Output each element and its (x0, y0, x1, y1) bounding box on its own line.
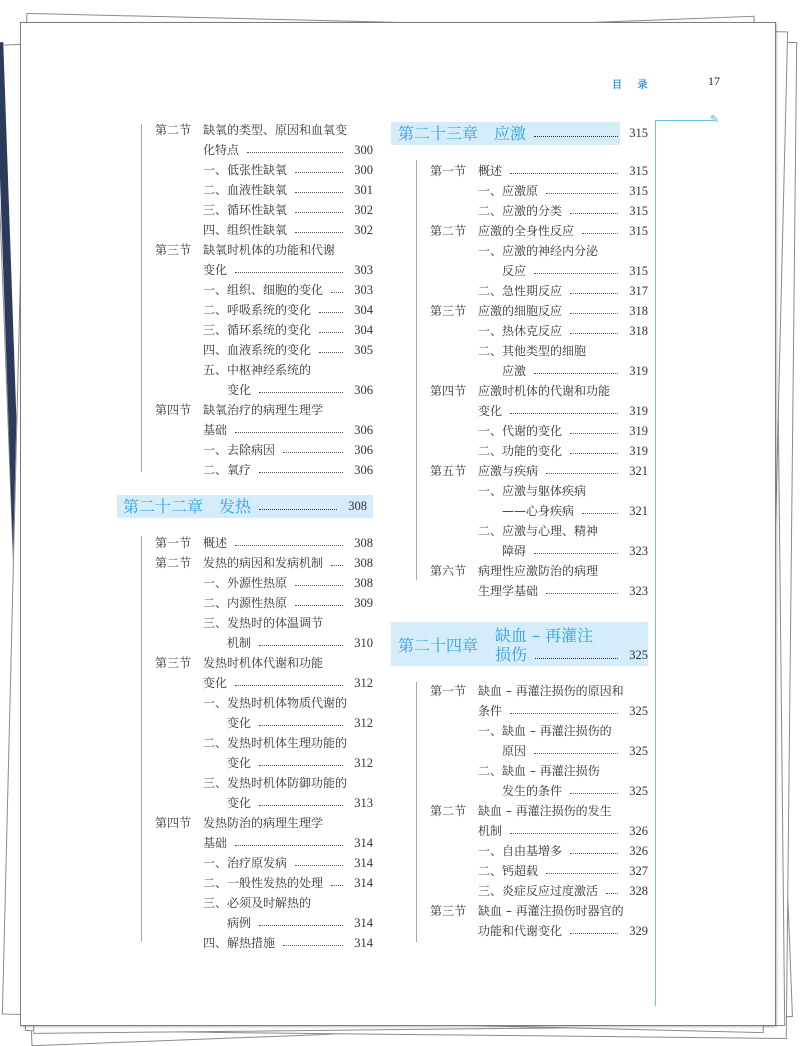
toc-entry[interactable] (430, 421, 648, 441)
toc-entry[interactable] (430, 341, 648, 361)
dot-leader (546, 461, 618, 474)
entry-title: 二、急性期反应 (478, 284, 563, 298)
entry-title: 三、炎症反应过度激活 (478, 884, 599, 898)
chapter-heading[interactable] (391, 122, 648, 145)
entry-title: 发生的条件 (502, 784, 563, 798)
toc-entry[interactable] (430, 181, 648, 201)
section-label: 第五节 (430, 464, 467, 478)
section-label: 第三节 (155, 243, 192, 257)
chapter-title-line2: 损伤 (495, 645, 528, 664)
entry-title: 缺氧时机体的功能和代谢 (203, 243, 336, 257)
dot-leader (295, 573, 343, 586)
page-ref: 306 (354, 423, 373, 437)
toc-entry[interactable] (155, 360, 373, 380)
entry-title: 发热防治的病理生理学 (203, 816, 324, 830)
toc-entry[interactable] (430, 701, 648, 721)
entry-title: 变化 (478, 404, 503, 418)
column-rule (141, 536, 142, 942)
page-ref: 312 (354, 756, 373, 770)
chapter-title-line1: 缺血 – 再灌注 (495, 626, 594, 645)
page-ref: 318 (629, 304, 648, 318)
page-ref: 302 (354, 223, 373, 237)
toc-entry[interactable] (155, 733, 373, 753)
page-number: 17 (708, 74, 720, 88)
entry-title: 发热时机体代谢和功能 (203, 656, 324, 670)
page-ref: 314 (354, 836, 373, 850)
chapter-heading[interactable] (391, 622, 648, 666)
dot-leader (235, 420, 343, 433)
page-ref: 308 (354, 576, 373, 590)
page-ref: 321 (629, 504, 648, 518)
entry-title: 应激时机体的代谢和功能 (478, 384, 611, 398)
toc-entry[interactable] (430, 821, 648, 841)
chapter-heading[interactable] (117, 495, 373, 518)
toc-entry[interactable] (155, 200, 373, 220)
dot-leader (606, 881, 618, 894)
page-ref: 300 (354, 163, 373, 177)
dot-leader (259, 913, 343, 926)
entry-title: 二、其他类型的细胞 (478, 344, 587, 358)
toc-section-entry[interactable] (155, 400, 373, 420)
toc-entry[interactable] (155, 933, 373, 953)
entry-title: 机制 (227, 636, 252, 650)
page-ref: 309 (354, 596, 373, 610)
toc-entry[interactable] (155, 753, 373, 773)
toc-entry[interactable] (155, 260, 373, 280)
entry-title: 二、呼吸系统的变化 (203, 303, 312, 317)
toc-entry[interactable] (155, 913, 373, 933)
dot-leader (235, 260, 343, 273)
page-ref: 325 (629, 744, 648, 758)
page-ref: 327 (629, 864, 648, 878)
toc-entry[interactable] (155, 380, 373, 400)
toc-section-entry[interactable] (155, 553, 373, 573)
toc-entry[interactable] (155, 160, 373, 180)
dot-leader (570, 781, 618, 794)
dot-leader (534, 361, 618, 374)
dot-leader (295, 200, 343, 213)
entry-title: 三、循环系统的变化 (203, 323, 312, 337)
page-ref: 328 (629, 884, 648, 898)
toc-entry[interactable] (155, 793, 373, 813)
page-ref: 319 (629, 424, 648, 438)
entry-title: 应激的全身性反应 (478, 224, 575, 238)
page-ref: 329 (629, 924, 648, 938)
page-ref: 317 (629, 284, 648, 298)
dot-leader (259, 633, 343, 646)
dot-leader (235, 533, 343, 546)
dot-leader (295, 593, 343, 606)
page-ref: 325 (629, 648, 648, 662)
entry-title: 一、治疗原发病 (203, 856, 288, 870)
toc-entry[interactable] (430, 861, 648, 881)
page-ref: 306 (354, 383, 373, 397)
entry-title: 一、组织、细胞的变化 (203, 283, 324, 297)
entry-title: 二、缺血 – 再灌注损伤 (478, 764, 600, 778)
dot-leader (570, 921, 618, 934)
entry-title: 发热的病因和发病机制 (203, 556, 324, 570)
section-label: 第四节 (155, 816, 192, 830)
page-ref: 315 (629, 224, 648, 238)
chapter-title: 应激 (494, 124, 527, 143)
entry-title: 生理学基础 (478, 584, 539, 598)
dot-leader (331, 280, 343, 293)
dot-leader (510, 161, 618, 174)
toc-section-entry[interactable] (430, 561, 648, 581)
entry-title: 概述 (478, 164, 503, 178)
toc-entry[interactable] (430, 521, 648, 541)
page-ref: 313 (354, 796, 373, 810)
toc-entry[interactable] (155, 633, 373, 653)
entry-title: 变化 (227, 716, 252, 730)
chapter-number: 第二十四章 (398, 636, 479, 655)
toc-entry[interactable] (430, 361, 648, 381)
dot-leader (295, 180, 343, 193)
section-label: 第六节 (430, 564, 467, 578)
section-label: 第三节 (430, 904, 467, 918)
dot-leader (259, 495, 337, 510)
dot-leader (582, 501, 618, 514)
entry-title: 一、应激的神经内分泌 (478, 244, 599, 258)
dot-leader (535, 644, 618, 659)
dot-leader (546, 181, 618, 194)
dot-leader (295, 160, 343, 173)
entry-title: 二、一般性发热的处理 (203, 876, 324, 890)
page-ref: 326 (629, 824, 648, 838)
page-ref: 326 (629, 844, 648, 858)
entry-title: 四、组织性缺氧 (203, 223, 288, 237)
entry-title: 障碍 (502, 544, 527, 558)
toc-entry[interactable] (155, 873, 373, 893)
page-ref: 312 (354, 716, 373, 730)
chapter-title: 发热 (219, 497, 252, 516)
toc-section-entry[interactable] (155, 813, 373, 833)
entry-title: 三、必须及时解热的 (203, 896, 312, 910)
page-ref: 318 (629, 324, 648, 338)
entry-title: 缺血 – 再灌注损伤的原因和 (478, 684, 624, 698)
margin-decoration (655, 120, 720, 1006)
dot-leader (570, 201, 618, 214)
entry-title: 二、氧疗 (203, 463, 252, 477)
page-ref: 323 (629, 584, 648, 598)
toc-section-entry[interactable] (155, 533, 373, 553)
page-ref: 304 (354, 323, 373, 337)
entry-title: 变化 (203, 263, 228, 277)
entry-title: 化特点 (203, 143, 240, 157)
entry-title: 三、发热时机体防御功能的 (203, 776, 348, 790)
toc-entry[interactable] (155, 280, 373, 300)
toc-entry[interactable] (155, 613, 373, 633)
dot-leader (319, 340, 343, 353)
toc-section-entry[interactable] (430, 381, 648, 401)
toc-entry[interactable] (430, 781, 648, 801)
pen-icon: ✎ (710, 113, 720, 126)
chapter-number: 第二十三章 (398, 124, 479, 143)
dot-leader (283, 440, 343, 453)
toc-entry[interactable] (430, 481, 648, 501)
dot-leader (259, 460, 343, 473)
dot-leader (259, 713, 343, 726)
dot-leader (534, 261, 618, 274)
entry-title: 病理性应激防治的病理 (478, 564, 599, 578)
page-ref: 321 (629, 464, 648, 478)
page-ref: 310 (354, 636, 373, 650)
entry-title: 缺氧治疗的病理生理学 (203, 403, 324, 417)
section-label: 第一节 (430, 164, 467, 178)
dot-leader (295, 853, 343, 866)
dot-leader (534, 122, 618, 137)
section-label: 第四节 (430, 384, 467, 398)
dot-leader (283, 933, 343, 946)
toc-entry[interactable] (430, 501, 648, 521)
toc-entry[interactable] (155, 320, 373, 340)
section-label: 第三节 (155, 656, 192, 670)
page-ref: 306 (354, 443, 373, 457)
page-ref: 315 (629, 204, 648, 218)
toc-entry[interactable] (430, 261, 648, 281)
dot-leader (546, 861, 618, 874)
toc-entry[interactable] (155, 140, 373, 160)
page-ref: 319 (629, 404, 648, 418)
entry-title: 一、发热时机体物质代谢的 (203, 696, 348, 710)
section-label: 第二节 (155, 123, 192, 137)
entry-title: 一、应激与躯体疾病 (478, 484, 587, 498)
toc-entry[interactable] (430, 281, 648, 301)
page-ref: 312 (354, 676, 373, 690)
page-ref: 304 (354, 303, 373, 317)
page-ref: 308 (354, 556, 373, 570)
dot-leader (534, 541, 618, 554)
page-ref: 314 (354, 936, 373, 950)
entry-title: 一、热休克反应 (478, 324, 563, 338)
page-ref: 301 (354, 183, 373, 197)
entry-title: 二、应激的分类 (478, 204, 563, 218)
toc-entry[interactable] (155, 573, 373, 593)
dot-leader (510, 701, 618, 714)
entry-title: 缺氧的类型、原因和血氧变 (203, 123, 348, 137)
toc-entry[interactable] (430, 241, 648, 261)
section-label: 第一节 (430, 684, 467, 698)
page-ref: 315 (629, 164, 648, 178)
toc-section-entry[interactable] (430, 461, 648, 481)
entry-title: 二、血液性缺氧 (203, 183, 288, 197)
toc-section-entry[interactable] (430, 301, 648, 321)
entry-title: 缺血 – 再灌注损伤的发生 (478, 804, 612, 818)
entry-title: 条件 (478, 704, 503, 718)
chapter-number: 第二十二章 (123, 497, 204, 516)
entry-title: 变化 (227, 756, 252, 770)
toc-section-entry[interactable] (430, 681, 648, 701)
toc-section-entry[interactable] (430, 161, 648, 181)
toc-section-entry[interactable] (155, 240, 373, 260)
toc-entry[interactable] (155, 833, 373, 853)
toc-section-entry[interactable] (155, 653, 373, 673)
entry-title: 一、代谢的变化 (478, 424, 563, 438)
toc-section-entry[interactable] (430, 221, 648, 241)
section-label: 第二节 (430, 804, 467, 818)
page-ref: 325 (629, 784, 648, 798)
toc-entry[interactable] (155, 893, 373, 913)
column-rule (141, 124, 142, 472)
page-ref: 314 (354, 856, 373, 870)
entry-title: 一、缺血 – 再灌注损伤的 (478, 724, 612, 738)
toc-entry[interactable] (155, 713, 373, 733)
toc-entry[interactable] (430, 581, 648, 601)
toc-entry[interactable] (155, 180, 373, 200)
dot-leader (259, 793, 343, 806)
toc-entry[interactable] (155, 220, 373, 240)
entry-title: 二、应激与心理、精神 (478, 524, 599, 538)
section-label: 第一节 (155, 536, 192, 550)
dot-leader (259, 753, 343, 766)
entry-title: 一、去除病因 (203, 443, 276, 457)
entry-title: 一、应激原 (478, 184, 539, 198)
page-ref: 303 (354, 283, 373, 297)
dot-leader (331, 873, 343, 886)
entry-title: 机制 (478, 824, 503, 838)
entry-title: 四、血液系统的变化 (203, 343, 312, 357)
page-ref: 319 (629, 364, 648, 378)
entry-title: 四、解热措施 (203, 936, 276, 950)
toc-entry[interactable] (430, 321, 648, 341)
page-ref: 315 (629, 126, 648, 140)
entry-title: 应激 (502, 364, 527, 378)
entry-title: 概述 (203, 536, 228, 550)
entry-title: 三、循环性缺氧 (203, 203, 288, 217)
toc-entry[interactable] (155, 593, 373, 613)
entry-title: 缺血 – 再灌注损伤时器官的 (478, 904, 624, 918)
toc-entry[interactable] (155, 773, 373, 793)
entry-title: 基础 (203, 836, 228, 850)
toc-entry[interactable] (155, 340, 373, 360)
toc-section-entry[interactable] (430, 901, 648, 921)
toc-entry[interactable] (430, 761, 648, 781)
dot-leader (331, 553, 343, 566)
dot-leader (319, 320, 343, 333)
toc-entry[interactable] (430, 401, 648, 421)
dot-leader (534, 741, 618, 754)
dot-leader (510, 821, 618, 834)
page-ref: 325 (629, 704, 648, 718)
page-ref: 314 (354, 916, 373, 930)
dot-leader (546, 581, 618, 594)
entry-title: 三、发热时的体温调节 (203, 616, 324, 630)
dot-leader (570, 841, 618, 854)
entry-title: 应激与疾病 (478, 464, 539, 478)
toc-section-entry[interactable] (155, 120, 373, 140)
page-ref: 302 (354, 203, 373, 217)
page-ref: 308 (354, 536, 373, 550)
toc-entry[interactable] (155, 300, 373, 320)
dot-leader (235, 833, 343, 846)
entry-title: 原因 (502, 744, 527, 758)
entry-title: 二、内源性热原 (203, 596, 288, 610)
toc-entry[interactable] (155, 460, 373, 480)
dot-leader (570, 281, 618, 294)
page-ref: 314 (354, 876, 373, 890)
column-rule (416, 682, 417, 942)
toc-entry[interactable] (430, 841, 648, 861)
section-label: 第四节 (155, 403, 192, 417)
toc-section-entry[interactable] (430, 801, 648, 821)
section-label: 第三节 (430, 304, 467, 318)
entry-title: 反应 (502, 264, 527, 278)
column-rule (416, 160, 417, 580)
page-ref: 303 (354, 263, 373, 277)
page-ref: 315 (629, 264, 648, 278)
entry-title: 基础 (203, 423, 228, 437)
dot-leader (295, 220, 343, 233)
entry-title: 一、自由基增多 (478, 844, 563, 858)
page-ref: 323 (629, 544, 648, 558)
dot-leader (582, 221, 618, 234)
dot-leader (510, 401, 618, 414)
dot-leader (570, 421, 618, 434)
entry-title: 功能和代谢变化 (478, 924, 563, 938)
page-ref: 315 (629, 184, 648, 198)
entry-title: ——心身疾病 (502, 504, 575, 518)
toc-entry[interactable] (430, 541, 648, 561)
toc-entry[interactable] (155, 853, 373, 873)
entry-title: 应激的细胞反应 (478, 304, 563, 318)
dot-leader (570, 301, 618, 314)
dot-leader (319, 300, 343, 313)
dot-leader (259, 380, 343, 393)
section-label: 第二节 (430, 224, 467, 238)
entry-title: 变化 (203, 676, 228, 690)
toc-entry[interactable] (430, 921, 648, 941)
entry-title: 二、功能的变化 (478, 444, 563, 458)
dot-leader (235, 673, 343, 686)
page-ref: 308 (348, 499, 367, 513)
entry-title: 变化 (227, 383, 252, 397)
toc-entry[interactable] (430, 741, 648, 761)
toc-entry[interactable] (430, 721, 648, 741)
entry-title: 变化 (227, 796, 252, 810)
toc-entry[interactable] (155, 420, 373, 440)
page-ref: 300 (354, 143, 373, 157)
entry-title: 病例 (227, 916, 252, 930)
dot-leader (570, 321, 618, 334)
toc-entry[interactable] (155, 673, 373, 693)
toc-entry[interactable] (155, 693, 373, 713)
running-header-title: 目 录 (612, 80, 654, 91)
entry-title: 二、发热时机体生理功能的 (203, 736, 348, 750)
entry-title: 五、中枢神经系统的 (203, 363, 312, 377)
page-ref: 306 (354, 463, 373, 477)
page-ref: 319 (629, 444, 648, 458)
section-label: 第二节 (155, 556, 192, 570)
toc-entry[interactable] (155, 440, 373, 460)
entry-title: 一、低张性缺氧 (203, 163, 288, 177)
toc-entry[interactable] (430, 881, 648, 901)
toc-entry[interactable] (430, 201, 648, 221)
dot-leader (247, 140, 343, 153)
entry-title: 一、外源性热原 (203, 576, 288, 590)
page-ref: 305 (354, 343, 373, 357)
toc-entry[interactable] (430, 441, 648, 461)
entry-title: 二、钙超载 (478, 864, 539, 878)
dot-leader (570, 441, 618, 454)
